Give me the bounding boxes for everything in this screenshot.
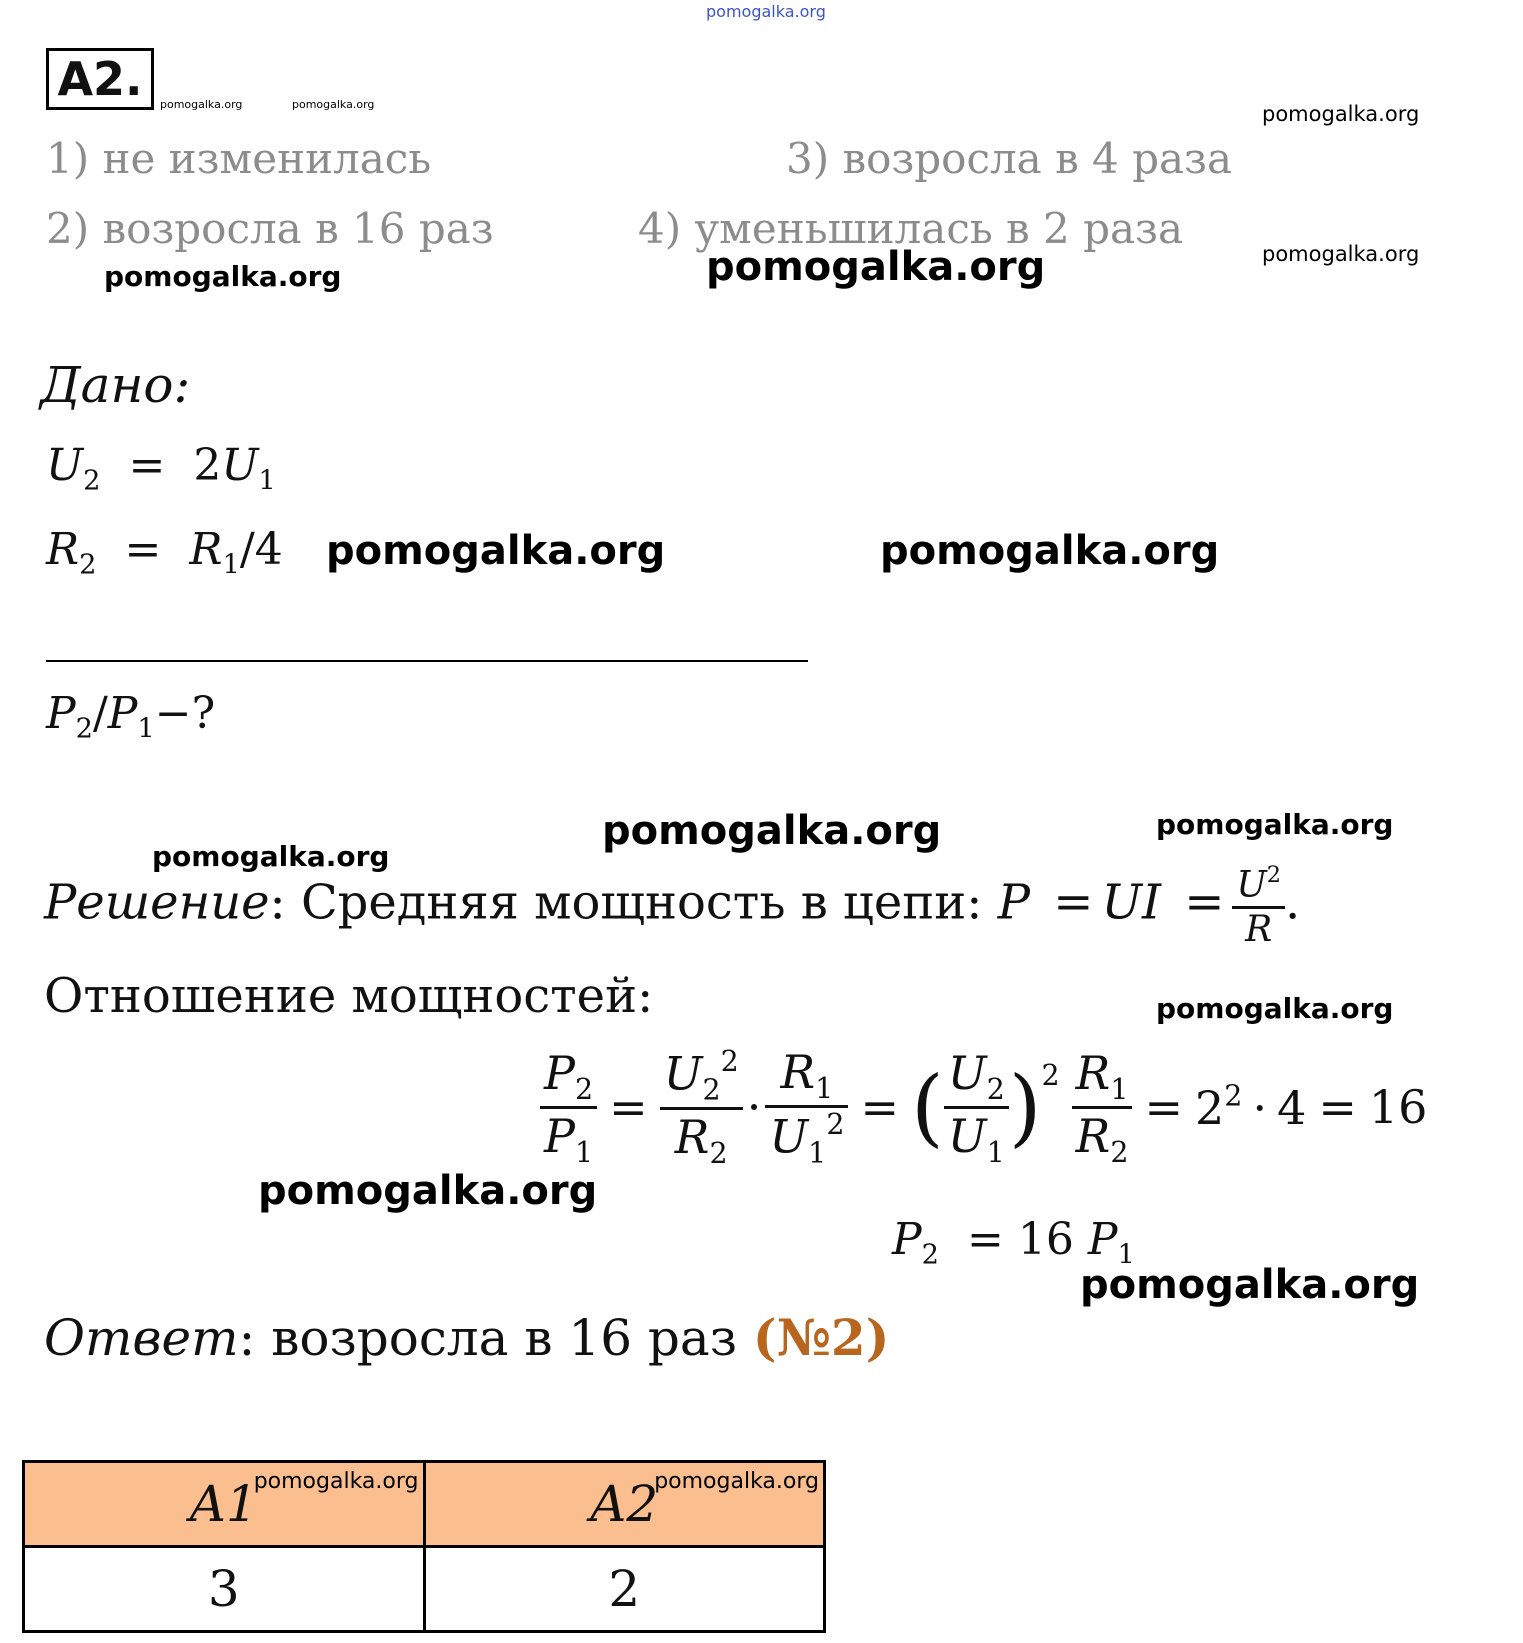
table-header-row [24, 1462, 825, 1547]
answer-choice: (№2) [752, 1308, 890, 1367]
solution-text: : Средняя мощность в цепи: [269, 874, 998, 931]
watermark: pomogalka.org [104, 260, 342, 293]
final-equation: $P_2 = 16$ $P_1$ [892, 1214, 1135, 1271]
fraction-p2-p1: $\frac{P_2}{P_1}$ [540, 1046, 597, 1169]
fraction-u2-u1: $\frac{U_2}{U_1}$ [944, 1046, 1009, 1169]
fraction-r1-r2: $\frac{R_1}{R_2}$ [1072, 1046, 1133, 1169]
table-cell: 3 [24, 1547, 425, 1632]
power-fraction: $\frac{U^2}{R}$ [1232, 862, 1285, 950]
answer-line [44, 1308, 889, 1367]
given-label: Дано: [40, 356, 191, 414]
watermark: pomogalka.org [602, 808, 942, 854]
watermark: pomogalka.org [654, 1469, 819, 1494]
table-header-cell: A1 pomogalka.org [24, 1462, 425, 1547]
solution-line: Решение: Средняя мощность в цепи: P = UI = $\frac{U^2}{R}$ . [44, 862, 1301, 950]
watermark: pomogalka.org [880, 528, 1220, 574]
option-1: 1) не изменилась [46, 134, 432, 183]
given-eq-resistance: $R_2 = R_1/4$ [46, 524, 283, 581]
watermark: pomogalka.org [253, 1469, 419, 1494]
option-2: 2) возросла в 16 раз [46, 204, 494, 253]
fraction-u2sq-r2: $\frac{U_2^2}{R_2}$ [660, 1045, 743, 1169]
watermark: pomogalka.org [706, 244, 1046, 290]
watermark: pomogalka.org [1156, 808, 1394, 841]
watermark: pomogalka.org [1156, 992, 1394, 1025]
ratio-chain: $\frac{P_2}{P_1}$ = $\frac{U_2^2}{R_2}$ · $\frac{R_1}{U_1^2}$ = ( $\frac{U_2}{U_1}$ )$^2$ $\frac{R_1}{R_2}$ = $2^2 \cdot 4 = 16$ [540, 1045, 1427, 1169]
ratio-text: Отношение мощностей: [44, 968, 654, 1024]
given-eq-voltage: $U_2 = 2U_1$ [46, 440, 276, 497]
answer-label: Ответ [44, 1309, 239, 1367]
watermark: pomogalka.org [160, 98, 243, 111]
table-cell: 2 [424, 1547, 825, 1632]
table-header-cell: A2 pomogalka.org [424, 1462, 825, 1547]
solution-label: Решение [44, 874, 270, 931]
option-4: 4) уменьшилась в 2 раза [638, 204, 1183, 253]
given-divider [46, 660, 808, 662]
option-3: 3) возросла в 4 раза [786, 134, 1233, 183]
fraction-r1-u1sq: $\frac{R_1}{U_1^2}$ [765, 1045, 848, 1169]
watermark: pomogalka.org [1262, 102, 1420, 126]
watermark: pomogalka.org [1080, 1262, 1420, 1308]
watermark: pomogalka.org [326, 528, 666, 574]
watermark: pomogalka.org [152, 840, 390, 873]
watermark: pomogalka.org [258, 1168, 598, 1214]
watermark-top: pomogalka.org [706, 2, 826, 21]
find-ratio: $P_2/P_1-$? [46, 688, 216, 745]
watermark: pomogalka.org [1262, 242, 1420, 266]
answers-table [22, 1460, 826, 1633]
answer-text: : возросла в 16 раз [238, 1309, 753, 1367]
problem-tag: A2. [46, 48, 154, 110]
table-row [24, 1547, 825, 1632]
watermark: pomogalka.org [292, 98, 375, 111]
